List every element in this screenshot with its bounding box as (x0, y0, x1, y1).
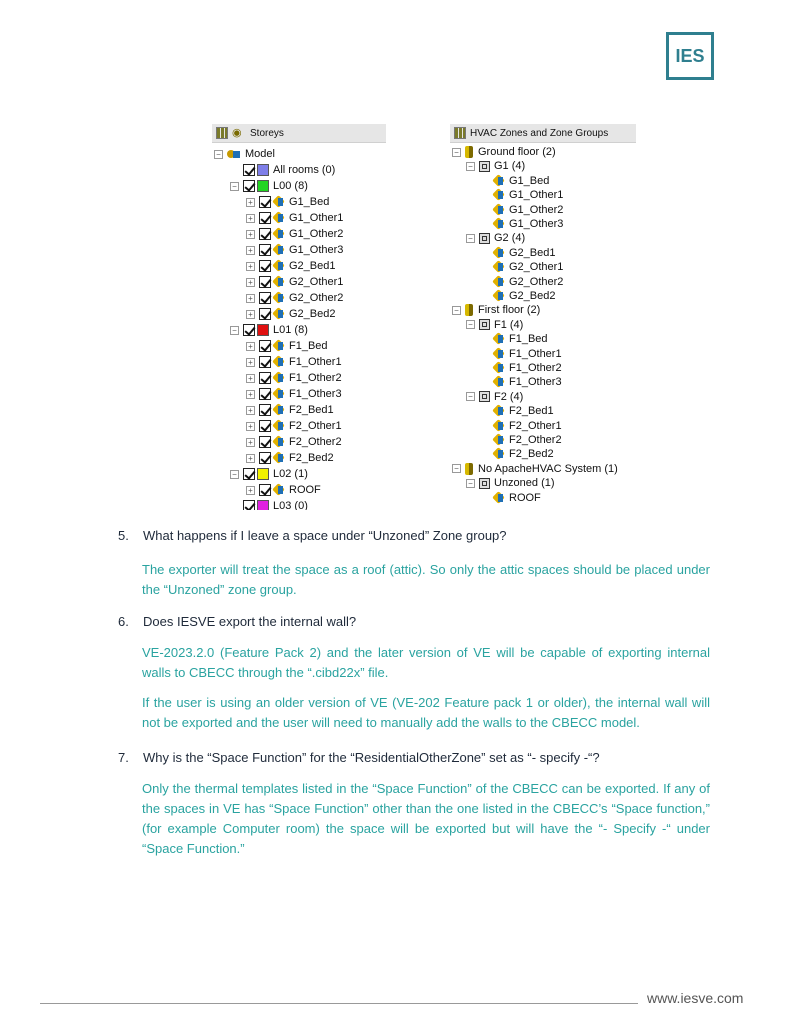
tree-item-room[interactable] (246, 370, 342, 386)
faq-answer: If the user is using an older version of VE (VE-202 Feature pack 1 or older), the internal wall will not be exported and the user will need to manually add the walls to the CBECC model. (142, 695, 710, 730)
visibility-checkbox[interactable] (259, 420, 271, 432)
tree-item-label: F2_Other1 (289, 420, 342, 432)
tree-item-label: F1_Other3 (289, 388, 342, 400)
room-icon (493, 492, 505, 504)
tree-item-label: G1_Bed (289, 196, 330, 208)
zone-icon (479, 319, 490, 330)
collapse-icon[interactable]: − (466, 234, 475, 243)
tree-item-label: Ground floor (2) (478, 146, 556, 158)
tree-item-storey[interactable] (230, 178, 308, 194)
tree-item-label: F2_Bed2 (289, 452, 334, 464)
room-icon (273, 436, 285, 448)
tree-item-label: F1_Other1 (509, 347, 562, 360)
faq-item-6 (118, 613, 710, 733)
visibility-checkbox[interactable] (259, 388, 271, 400)
tree-item-label: G1_Bed (509, 174, 550, 187)
tree-item-label: F1_Other3 (509, 376, 562, 389)
room-icon (273, 308, 285, 320)
visibility-checkbox[interactable] (259, 340, 271, 352)
visibility-checkbox[interactable] (259, 484, 271, 496)
visibility-checkbox[interactable] (243, 324, 255, 336)
visibility-checkbox[interactable] (259, 260, 271, 272)
visibility-checkbox[interactable] (259, 356, 271, 368)
expand-icon[interactable]: + (246, 422, 255, 431)
zone-icon (479, 161, 490, 172)
tree-item-label: G1 (4) (494, 160, 526, 173)
faq-question: 5. What happens if I leave a space under “Unzoned” Zone group? (118, 528, 507, 543)
room-icon (273, 260, 285, 272)
grid-icon (216, 127, 228, 139)
expand-icon[interactable]: + (246, 342, 255, 351)
collapse-icon[interactable]: − (214, 150, 223, 159)
expand-icon[interactable]: + (246, 230, 255, 239)
collapse-icon[interactable]: − (466, 392, 475, 401)
expand-icon[interactable]: + (246, 214, 255, 223)
room-icon (273, 244, 285, 256)
storey-color-swatch (257, 500, 269, 510)
tree-item-label: First floor (2) (478, 304, 541, 317)
room-icon (493, 448, 505, 460)
zone-icon (479, 391, 490, 402)
tree-item-room[interactable] (246, 306, 335, 322)
room-icon (273, 372, 285, 384)
visibility-checkbox[interactable] (259, 308, 271, 320)
room-icon (493, 247, 505, 259)
room-icon (273, 196, 285, 208)
tree-item-label: ROOF (289, 484, 321, 496)
expand-icon[interactable]: + (246, 438, 255, 447)
tree-item-label: L02 (1) (273, 468, 308, 480)
tree-item-room[interactable] (246, 258, 335, 274)
room-icon (273, 340, 285, 352)
faq-answer: VE-2023.2.0 (Feature Pack 2) and the later version of VE will be capable of exporting internal walls to CBECC through the “.cibd22x” file. (142, 645, 710, 680)
visibility-checkbox[interactable] (259, 372, 271, 384)
tree-item-room[interactable] (246, 482, 321, 498)
visibility-checkbox[interactable] (259, 436, 271, 448)
room-icon (273, 404, 285, 416)
expand-icon[interactable]: + (246, 294, 255, 303)
room-icon (493, 420, 505, 432)
grid-icon (454, 127, 466, 139)
tree-item-room[interactable] (246, 226, 343, 242)
expand-icon[interactable]: + (246, 246, 255, 255)
tree-item-label: All rooms (0) (273, 164, 336, 176)
tree-item-label: F1_Bed (509, 333, 548, 346)
zone-group-icon (465, 304, 473, 316)
collapse-icon[interactable]: − (466, 162, 475, 171)
collapse-icon[interactable]: − (230, 326, 239, 335)
visibility-checkbox[interactable] (243, 180, 255, 192)
tree-item-room[interactable] (246, 450, 334, 466)
tree-item-label: ROOF (509, 491, 541, 504)
tree-item-label: G2_Bed2 (509, 290, 556, 302)
room-icon (493, 434, 505, 446)
collapse-icon[interactable]: − (466, 320, 475, 329)
tree-item-label: F2_Bed2 (509, 448, 554, 461)
room-icon (273, 420, 285, 432)
tree-item-label: G1_Other1 (509, 189, 564, 202)
tree-item-room[interactable] (246, 418, 342, 434)
visibility-checkbox[interactable] (259, 244, 271, 256)
tree-item-label: Unzoned (1) (494, 477, 555, 490)
storey-color-swatch (257, 164, 269, 176)
tree-item-storey[interactable] (230, 162, 335, 178)
room-icon (493, 261, 505, 273)
expand-icon[interactable]: + (246, 310, 255, 319)
tree-item-label: L01 (8) (273, 324, 308, 336)
faq-answer: The exporter will treat the space as a roof (attic). So only the attic spaces should be placed under the “Unzoned” zone group. (142, 562, 710, 597)
tree-item-label: G2_Bed1 (509, 246, 556, 259)
room-icon (493, 333, 505, 345)
room-icon (493, 290, 505, 302)
tree-item-storey[interactable] (230, 498, 308, 510)
tree-item-label: G2_Bed1 (289, 260, 336, 272)
tree-item-label: G1_Other1 (289, 212, 344, 224)
tree-item-label: F1_Other2 (289, 372, 342, 384)
tree-item-storey[interactable] (214, 146, 275, 162)
zone-icon (479, 478, 490, 489)
faq-item-5 (118, 527, 710, 600)
room-icon (493, 218, 505, 230)
faq-answer: Only the thermal templates listed in the “Space Function” of the CBECC can be exported. If any of the spaces in VE has “Space Function” other than the one listed in the CBECC’s “Space function,” (for example Computer room) the space will be exported but will have the “- Specify -“ under “Space Function.” (142, 781, 710, 856)
tree-item-room[interactable] (246, 402, 334, 418)
tree-item-storey[interactable] (230, 322, 308, 338)
tree-item-label: Model (245, 148, 275, 160)
collapse-icon[interactable]: − (466, 479, 475, 488)
tree-item-room[interactable] (246, 290, 343, 306)
footer-url: www.iesve.com (647, 990, 744, 1006)
room-icon (273, 228, 285, 240)
tree-item-label: F1_Bed (289, 340, 328, 352)
expand-icon[interactable]: + (246, 486, 255, 495)
expand-icon[interactable]: + (246, 390, 255, 399)
room-icon (493, 189, 505, 201)
visibility-checkbox[interactable] (259, 276, 271, 288)
expand-icon[interactable]: + (246, 358, 255, 367)
tree-item-label: F2 (4) (494, 390, 524, 403)
collapse-icon[interactable]: − (230, 182, 239, 191)
expand-icon[interactable]: + (246, 406, 255, 415)
visibility-checkbox[interactable] (259, 452, 271, 464)
tree-item-label: F2_Other2 (289, 436, 342, 448)
visibility-checkbox[interactable] (243, 500, 255, 510)
hvac-panel-title: HVAC Zones and Zone Groups (470, 127, 609, 139)
tree-item-label: F2_Other2 (509, 434, 562, 446)
zone-group-icon (465, 463, 473, 475)
room-icon (273, 212, 285, 224)
zone-icon (479, 233, 490, 244)
visibility-checkbox[interactable] (259, 292, 271, 304)
expand-icon[interactable]: + (246, 198, 255, 207)
room-icon (493, 175, 505, 187)
tree-item-storey[interactable] (230, 466, 308, 482)
room-icon (493, 376, 505, 388)
tree-item-label: F2_Bed1 (509, 405, 554, 418)
storey-color-swatch (257, 468, 269, 480)
tree-item-label: G1_Other3 (289, 244, 344, 256)
faq-item-7 (118, 749, 710, 859)
visibility-checkbox[interactable] (259, 196, 271, 208)
room-icon (273, 388, 285, 400)
footer-divider (40, 1003, 638, 1004)
hvac-panel-header (450, 124, 636, 143)
faq-question: 7. Why is the “Space Function” for the “ResidentialOtherZone” set as “- specify -“? (118, 750, 600, 765)
room-icon (273, 276, 285, 288)
tree-item-label: L03 (0) (273, 500, 308, 510)
faq-question: 6. Does IESVE export the internal wall? (118, 614, 357, 629)
storey-color-swatch (257, 324, 269, 336)
visibility-checkbox[interactable] (259, 228, 271, 240)
tree-item-label: G1_Other3 (509, 218, 564, 230)
zone-group-icon (465, 146, 473, 158)
storeys-panel-header (212, 124, 386, 143)
collapse-icon[interactable]: − (452, 306, 461, 315)
tree-item-room[interactable] (246, 386, 342, 402)
expand-icon[interactable]: + (246, 262, 255, 271)
tree-item-label: F2_Bed1 (289, 404, 334, 416)
pin-icon: ◉ (232, 127, 242, 139)
tree-item-label: G2 (4) (494, 232, 526, 245)
tree-item-label: L00 (8) (273, 180, 308, 192)
collapse-icon[interactable]: − (452, 464, 461, 473)
collapse-icon[interactable]: − (452, 148, 461, 157)
collapse-icon[interactable]: − (230, 470, 239, 479)
room-icon (273, 484, 285, 496)
tree-item-room[interactable] (246, 194, 329, 210)
storeys-tree-panel (212, 124, 386, 510)
tree-item-room[interactable] (246, 210, 343, 226)
visibility-checkbox[interactable] (243, 164, 255, 176)
tree-item-room[interactable] (246, 242, 343, 258)
tree-item-label: G2_Other2 (289, 292, 344, 304)
visibility-checkbox[interactable] (259, 212, 271, 224)
visibility-checkbox[interactable] (243, 468, 255, 480)
tree-item-label: G1_Other2 (289, 228, 344, 240)
tree-item-label: G2_Other1 (289, 276, 344, 288)
room-icon (493, 348, 505, 360)
room-icon (493, 405, 505, 417)
visibility-checkbox[interactable] (259, 404, 271, 416)
tree-item-label: G2_Other1 (509, 261, 564, 274)
room-icon (493, 276, 505, 288)
tree-item-label: No ApacheHVAC System (1) (478, 462, 618, 475)
hvac-tree-panel (450, 124, 636, 504)
tree-item-label: G2_Bed2 (289, 308, 336, 320)
room-icon (273, 292, 285, 304)
tree-item-label: F1_Other2 (509, 362, 562, 374)
ies-logo: IES (666, 32, 714, 80)
tree-item-label: F1_Other1 (289, 356, 342, 368)
room-icon (493, 362, 505, 374)
room-icon (273, 356, 285, 368)
tree-item-label: G1_Other2 (509, 203, 564, 216)
storeys-panel-title: Storeys (250, 127, 284, 139)
model-icon (227, 148, 241, 160)
tree-item-room[interactable] (480, 490, 541, 504)
expand-icon[interactable]: + (246, 278, 255, 287)
expand-icon[interactable]: + (246, 374, 255, 383)
tree-item-room[interactable] (246, 434, 342, 450)
tree-item-label: F1 (4) (494, 318, 524, 331)
tree-item-room[interactable] (246, 338, 328, 354)
room-icon (273, 452, 285, 464)
tree-item-room[interactable] (246, 274, 343, 290)
tree-item-label: G2_Other2 (509, 275, 564, 288)
storey-color-swatch (257, 180, 269, 192)
tree-item-room[interactable] (246, 354, 342, 370)
expand-icon[interactable]: + (246, 454, 255, 463)
room-icon (493, 204, 505, 216)
tree-item-label: F2_Other1 (509, 419, 562, 432)
